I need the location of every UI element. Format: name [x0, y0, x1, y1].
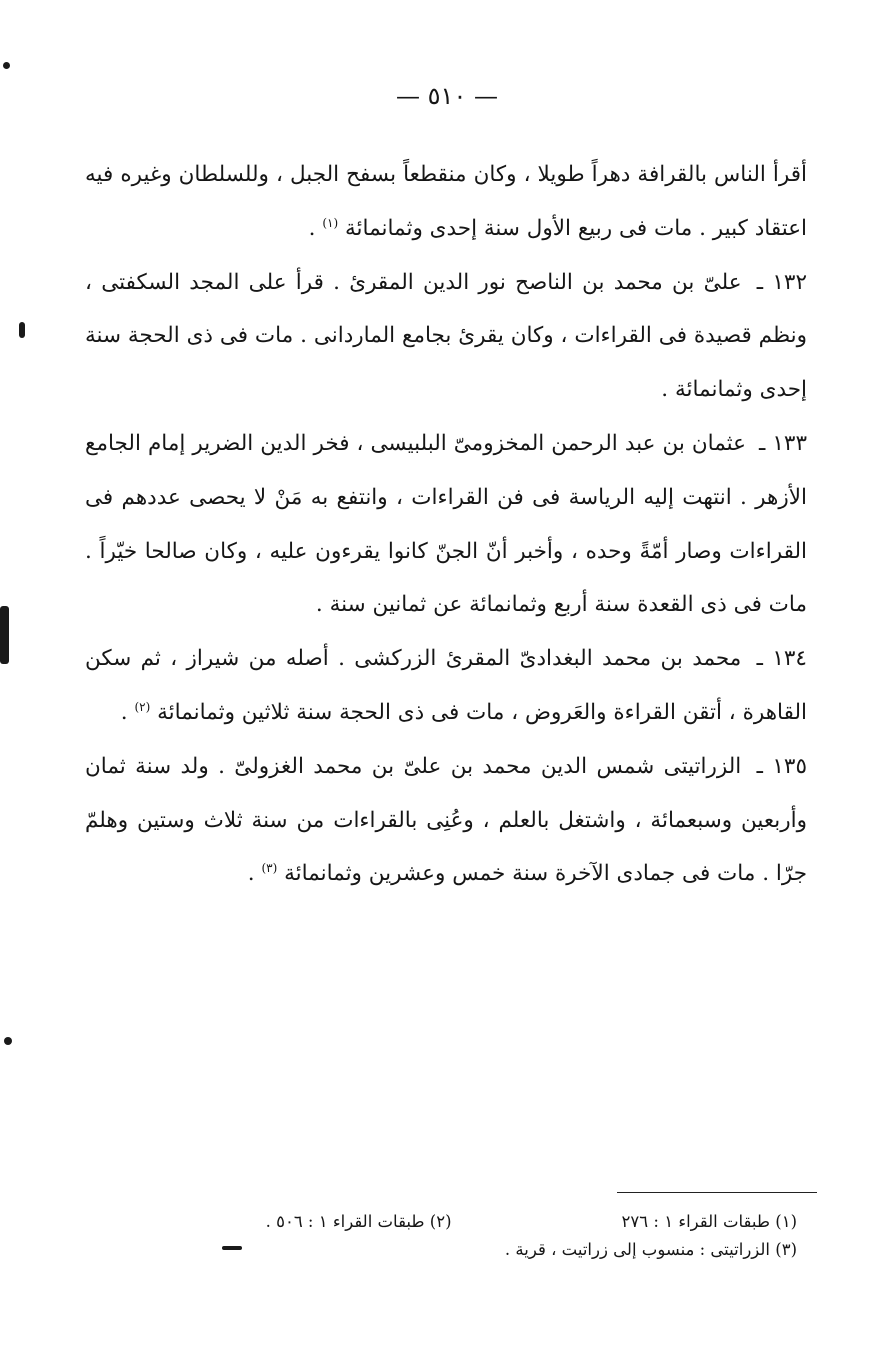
footnotes	[205, 1208, 797, 1264]
main-text	[85, 148, 807, 901]
footnote-row	[205, 1236, 797, 1264]
entry-number: ١٣٢ ـ	[756, 269, 808, 295]
footnote-ref: (٢)	[134, 699, 151, 714]
footnote-ref: (٣)	[261, 861, 278, 876]
entry-135	[85, 740, 807, 901]
scan-speck	[222, 1246, 242, 1250]
entry-number: ١٣٤ ـ	[756, 646, 807, 672]
entry-number: ١٣٣ ـ	[759, 430, 807, 456]
page-number: — ٥١٠ —	[396, 82, 498, 110]
footnote-2: (٢) طبقات القراء ١ : ٥٠٦ .	[265, 1212, 452, 1231]
paragraph-end: .	[120, 699, 135, 725]
paragraph-text: علىّ بن محمد بن الناصح نور الدين المقرئ . قرأ على المجد السكفتى ، ونظم قصيدة فى القراءات ، وكان يقرئ بجامع الماردانى . مات فى ذى الحجة سنة إحدى وثمانمائة .	[85, 269, 807, 403]
entry-number: ١٣٥ ـ	[756, 753, 807, 779]
paragraph-continued	[85, 148, 807, 256]
entry-134	[85, 632, 807, 740]
footnote-ref: (١)	[322, 215, 339, 230]
paragraph-text: عثمان بن عبد الرحمن المخزومىّ البلبيسى ، فخر الدين الضرير إمام الجامع الأزهر . انتهت إليه الرياسة فى فن القراءات ، وانتفع به مَنْ لا يحصى عددهم فى القراءات وصار أمّةً وحده ، وأخبر أنّ الجنّ كانوا يقرءون عليه ، وكان صالحا خيّراً . مات فى ذى القعدة سنة أربع وثمانمائة عن ثمانين سنة .	[85, 430, 807, 618]
scan-edge-mark	[0, 606, 9, 664]
entry-133	[85, 417, 807, 632]
paragraph-text: الزراتيتى شمس الدين محمد بن علىّ بن محمد الغزولىّ . ولد سنة ثمان وأربعين وسبعمائة ، واشتغل بالعلم ، وعُنِى بالقراءات من سنة ثلاث وستين وهلمّ جرّا . مات فى جمادى الآخرة سنة خمس وعشرين وثمانمائة	[85, 753, 807, 887]
paragraph-end: .	[247, 861, 262, 887]
scan-speck	[3, 62, 10, 69]
scan-speck	[19, 322, 25, 338]
paragraph-end: .	[308, 215, 323, 241]
scan-speck	[4, 1037, 12, 1045]
entry-132	[85, 256, 807, 417]
footnote-3: (٣) الزراتيتى : منسوب إلى زراتيت ، قرية .	[504, 1240, 797, 1259]
paragraph-text: محمد بن محمد البغدادىّ المقرئ الزركشى . أصله من شيراز ، ثم سكن القاهرة ، أتقن القراءة والعَروض ، مات فى ذى الحجة سنة ثلاثين وثمانمائة	[85, 646, 807, 725]
footnote-row	[205, 1208, 797, 1236]
footnote-1: (١) طبقات القراء ١ : ٢٧٦	[621, 1212, 797, 1231]
paragraph-text: أقرأ الناس بالقرافة دهراً طويلا ، وكان منقطعاً بسفح الجبل ، وللسلطان وغيره فيه اعتقاد كبير . مات فى ربيع الأول سنة إحدى وثمانمائة	[85, 162, 807, 241]
footnote-divider	[617, 1192, 817, 1193]
